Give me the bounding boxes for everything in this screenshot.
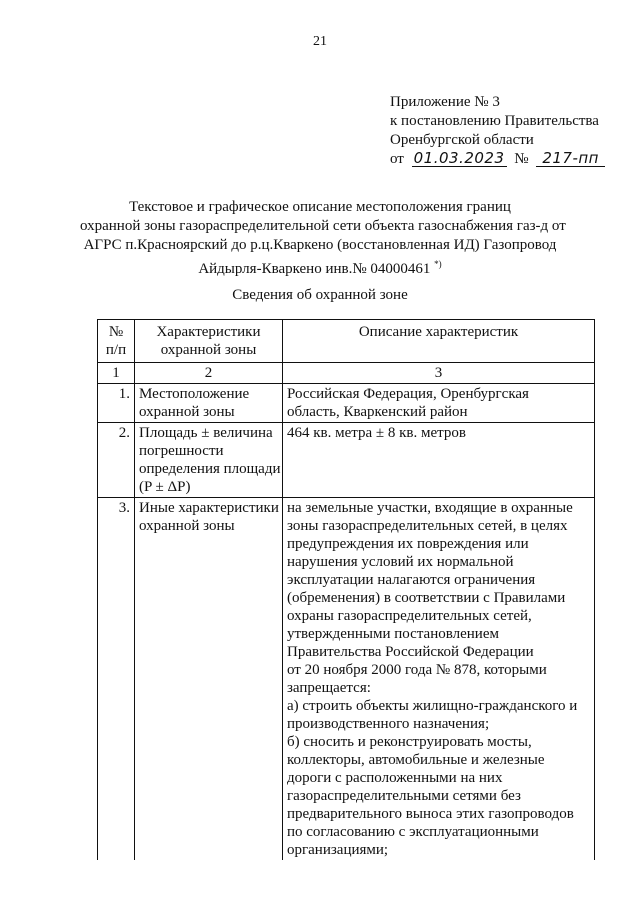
appendix-line-2: к постановлению Правительства	[390, 113, 599, 129]
text-line: зоны газораспределительных сетей, в целях	[287, 518, 568, 534]
text-line: утвержденными постановлением	[287, 626, 499, 642]
title-line-1: Текстовое и графическое описание местоположения границ	[129, 199, 511, 215]
row-characteristic	[135, 498, 283, 861]
text-line: от 20 ноября 2000 года № 878, которыми	[287, 662, 547, 678]
text-line: (обременения) в соответствии с Правилами	[287, 590, 566, 606]
section-subtitle: Сведения об охранной зоне	[232, 287, 408, 303]
document-title	[80, 198, 566, 279]
text-line: предварительного выноса этих газопроводов	[287, 806, 574, 822]
text-line: организациями;	[287, 842, 389, 858]
title-line-4	[80, 255, 560, 279]
zone-info-table	[97, 319, 595, 860]
text-line: область, Кваркенский район	[287, 404, 468, 420]
row-characteristic	[135, 384, 283, 423]
handwritten-number: 217-пп	[536, 150, 605, 167]
text-line: производственного назначения;	[287, 716, 490, 732]
header-characteristic-line: Характеристики	[156, 324, 261, 340]
footnote-mark: *)	[434, 259, 442, 269]
text-line: охраны газораспределительных сетей,	[287, 608, 532, 624]
header-characteristic-line: охранной зоны	[160, 342, 257, 358]
header-number	[98, 320, 135, 363]
row-number: 1.	[98, 384, 135, 423]
appendix-block	[390, 93, 630, 169]
header-number-line: п/п	[105, 342, 127, 358]
column-number: 3	[283, 363, 595, 384]
text-line: а) строить объекты жилищно-гражданского и	[287, 698, 578, 714]
text-line: охранной зоны	[139, 404, 235, 420]
date-prefix: от	[390, 151, 404, 167]
title-line-2: охранной зоны газораспределительной сети объекта газоснабжения газ-д от	[80, 218, 566, 234]
header-description: Описание характеристик	[283, 320, 595, 363]
column-number: 2	[135, 363, 283, 384]
appendix-line-1: Приложение № 3	[390, 94, 500, 110]
text-line: по согласованию с эксплуатационными	[287, 824, 539, 840]
text-line: на земельные участки, входящие в охранные	[287, 500, 573, 516]
page-number: 21	[313, 34, 327, 49]
text-line: определения площади	[139, 461, 281, 477]
text-line: охранной зоны	[139, 518, 235, 534]
text-line: погрешности	[139, 443, 224, 459]
table-row	[98, 384, 595, 423]
text-line: Площадь ± величина	[139, 425, 273, 441]
appendix-line-3: Оренбургской области	[390, 132, 534, 148]
row-description	[283, 423, 595, 498]
text-line: Правительства Российской Федерации	[287, 644, 534, 660]
title-line-3: АГРС п.Красноярский до р.ц.Кваркено (восстановленная ИД) Газопровод	[83, 237, 557, 253]
header-characteristic	[135, 320, 283, 363]
text-line: Российская Федерация, Оренбургская	[287, 386, 529, 402]
row-characteristic	[135, 423, 283, 498]
text-line: Местоположение	[139, 386, 250, 402]
row-number: 2.	[98, 423, 135, 498]
title-line-4-text: Айдырля-Кваркено инв.№ 04000461	[198, 261, 431, 277]
text-line: коллекторы, автомобильные и железные	[287, 752, 545, 768]
text-line: запрещается:	[287, 680, 371, 696]
table-header-row	[98, 320, 595, 363]
text-line: газораспределительными сетями без	[287, 788, 521, 804]
number-prefix: №	[514, 151, 529, 167]
text-line: б) сносить и реконструировать мосты,	[287, 734, 532, 750]
row-number: 3.	[98, 498, 135, 861]
text-line: предупреждения их повреждения или	[287, 536, 529, 552]
handwritten-date: 01.03.2023	[413, 149, 505, 167]
row-description	[283, 384, 595, 423]
column-number: 1	[98, 363, 135, 384]
text-line: нарушения условий их нормальной	[287, 554, 514, 570]
text-line: (P ± ΔP)	[139, 479, 191, 495]
text-line: дороги с расположенными на них	[287, 770, 503, 786]
text-line: 464 кв. метра ± 8 кв. метров	[287, 425, 466, 441]
table-row	[98, 423, 595, 498]
header-number-line: №	[108, 324, 124, 340]
text-line: эксплуатации налагаются ограничения	[287, 572, 536, 588]
table-row	[98, 498, 595, 861]
appendix-date-line	[390, 150, 630, 169]
row-description	[283, 498, 595, 861]
column-number-row	[98, 363, 595, 384]
text-line: Иные характеристики	[139, 500, 279, 516]
